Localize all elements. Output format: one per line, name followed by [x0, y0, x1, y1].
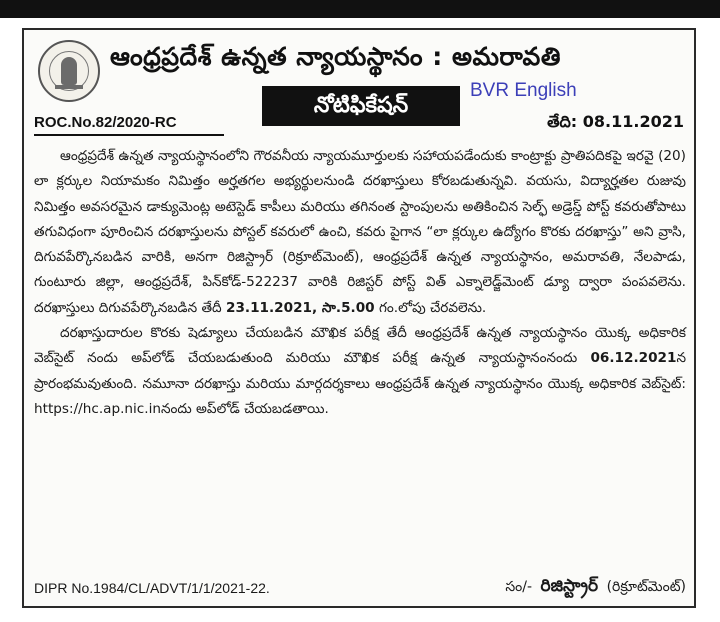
seal-base-icon [55, 85, 83, 89]
roc-number: ROC.No.82/2020-RC [34, 114, 177, 131]
high-court-seal-emblem [38, 40, 100, 102]
roc-underline [34, 134, 224, 136]
paragraph1-text-b: గం.లోపు చేరవలెను. [378, 299, 487, 316]
paragraph1-text-a: ఆంధ్రప్రదేశ్ ఉన్నత న్యాయస్థానంలోని గౌరవనీయ న్యాయమూర్తులకు సహాయపడేందుకు కాంట్రాక్టు ప్రాతిపదికపై ఇరవై (20) లా క్లర్కుల నియామకం నిమిత్తం అర్హతగల అభ్యర్థులనుండి దరఖాస్తులు కోరబడుతున్నవి. వయసు, విద్యార్హతల రుజువు నిమిత్తం అవసరమైన డాక్యుమెంట్ల అటెస్టెడ్ కాపీలు మరియు తగినంత స్టాంపులను అతికించిన సెల్ఫ్ అడ్రెస్డ్ పోస్ట్ కవరుతోపాటు తగువిధంగా పూరించిన దరఖాస్తులను పోస్టల్ కవరులో ఉంచి, కవరు పైగాన “లా క్లర్కుల ఉద్యోగం కొరకు దరఖాస్తు” అని వ్రాసి, దిగువపేర్కొనబడిన వారికి, అనగా రిజిస్ట్రార్ (రిక్రూట్‌మెంట్), ఆంధ్రప్రదేశ్ ఉన్నత న్యాయస్థానం, అమరావతి, నేలపాడు, గుంటూరు జిల్లా, ఆంధ్రప్రదేశ్, పిన్‌కోడ్-522237 వారికి రిజిస్టర్ పోస్ట్ విత్ ఎక్నాలెడ్జ్‌మెంట్ డ్యూ ద్వారా పంపవలెను. దరఖాస్తులు దిగువపేర్కొనబడిన తేదీ [34, 148, 686, 316]
seal-lion-capital-icon [61, 57, 77, 85]
exam-date: 06.12.2021 [590, 350, 677, 367]
notice-footer [34, 576, 686, 602]
paragraph2-text-c: నందు అప్‌లోడ్ చేయబడతాయి. [161, 400, 329, 417]
page-title: ఆంధ్రప్రదేశ్ ఉన్నత న్యాయస్థానం : అమరావతి [110, 42, 561, 71]
top-black-bar [0, 0, 720, 18]
paragraph-application [34, 144, 686, 321]
paragraph2-text-b: న ప్రారంభమవుతుంది. నమూనా దరఖాస్తు మరియు మార్గదర్శకాలు ఆంధ్రప్రదేశ్ ఉన్నత న్యాయస్థానం యొక్క అధికారిక వెబ్‌సైట్: [34, 350, 686, 392]
notice-body [34, 144, 686, 422]
watermark-text: BVR English [470, 80, 577, 101]
notice-date: తేది: 08.11.2021 [547, 112, 684, 131]
dipr-number: DIPR No.1984/CL/ADVT/1/1/2021-22. [34, 580, 270, 596]
signature-block [505, 576, 686, 600]
application-deadline: 23.11.2021, సా.5.00 [226, 299, 375, 316]
registrar-department: (రిక్రూట్‌మెంట్) [606, 579, 686, 595]
notification-label: నోటిఫికేషన్ [262, 86, 460, 126]
website-link[interactable]: https://hc.ap.nic.in [34, 400, 161, 417]
notice-box [22, 28, 696, 608]
registrar-title: రిజిస్ట్రార్ [540, 576, 599, 596]
signed-prefix: సం/- [505, 579, 533, 595]
paragraph2-text-a: దరఖాస్తుదారుల కొరకు షెడ్యూలు చేయబడిన మౌఖిక పరీక్ష తేదీ ఆంధ్రప్రదేశ్ ఉన్నత న్యాయస్థానం యొక్క అధికారిక వెబ్‌సైట్ నందు అప్‌లోడ్ చేయబడుతుంది మరియు మౌఖిక పరీక్ష ఉన్నత న్యాయస్థానంనందు [34, 325, 686, 367]
paragraph-interview [34, 321, 686, 422]
